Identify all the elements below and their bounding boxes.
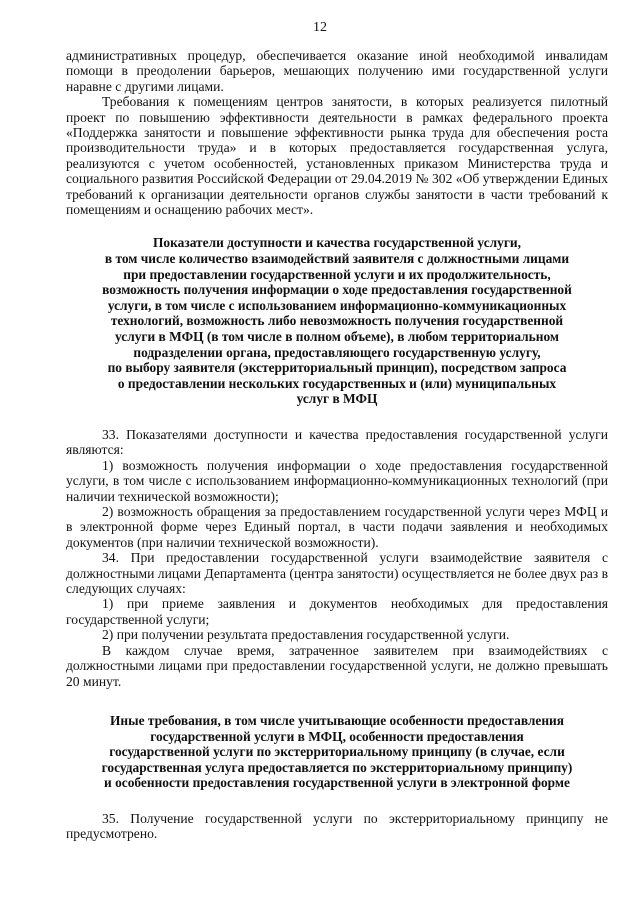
paragraph-34-item-1: 1) при приеме заявления и документов необходимых для предоставления государственной услуги; xyxy=(66,596,608,627)
heading-line: и особенности предоставления государственной услуги в электронной форме xyxy=(104,775,570,791)
heading-line: услуги в МФЦ (в том числе в полном объеме), в любом территориальном xyxy=(114,329,560,345)
paragraph-35: 35. Получение государственной услуги по экстерриториальному принципу не предусмотрено. xyxy=(66,810,608,842)
heading-line: услуг в МФЦ xyxy=(296,391,378,407)
heading-line: технологий, возможность либо невозможность получения государственной xyxy=(110,313,564,329)
heading-line: возможность получения информации о ходе предоставления государственной xyxy=(102,282,572,298)
section-heading-accessibility-indicators xyxy=(66,235,608,407)
paragraph-34-time-limit: В каждом случае время, затраченное заявителем при взаимодействиях с должностными лицами при предоставлении государственной услуги, не должно превышать 20 минут. xyxy=(66,642,608,689)
paragraph-accessibility-continuation: административных процедур, обеспечивается оказание иной необходимой инвалидам помощи в преодолении барьеров, мешающих получению ими государственной услуги наравне с другими лицами. xyxy=(66,48,608,94)
heading-line: при предоставлении государственной услуги и их продолжительность, xyxy=(123,266,551,282)
heading-line: подразделении органа, предоставляющего государственную услугу, xyxy=(133,344,541,360)
heading-line: государственной услуги в МФЦ, особенности предоставления xyxy=(150,728,524,744)
heading-line: в том числе количество взаимодействий заявителя с должностными лицами xyxy=(104,251,570,267)
heading-line: о предоставлении нескольких государственных и (или) муниципальных xyxy=(117,375,557,391)
heading-line: услуги, в том числе с использованием информационно-коммуникационных xyxy=(107,297,567,313)
paragraph-employment-center-requirements: Требования к помещениям центров занятости, в которых реализуется пилотный проект по повышению эффективности деятельности в рамках федерального проекта «Поддержка занятости и повышение эффективности рынка труда для обеспечения роста производительности труда» и в которых предоставляется государственная услуга, реализуются с учетом особенностей, установленных приказом Министерства труда и социального развития Российской Федерации от 29.04.2019 № 302 «Об утверждении Единых требований к организации деятельности органов службы занятости в части требований к помещениям и оснащению рабочих мест». xyxy=(66,94,608,218)
heading-line: государственной услуги по экстерриториальному принципу (в случае, если xyxy=(109,744,565,760)
paragraph-33-item-1: 1) возможность получения информации о ходе предоставления государственной услуги, в том числе с использованием информационно-коммуникационных технологий (при наличии технической возможности); xyxy=(66,457,608,504)
page-number: 12 xyxy=(313,20,327,35)
paragraph-34-item-2: 2) при получении результата предоставления государственной услуги. xyxy=(102,627,510,643)
heading-line: по выбору заявителя (экстерриториальный принцип), посредством запроса xyxy=(107,360,567,376)
section-heading-other-requirements xyxy=(66,713,608,791)
heading-line: Иные требования, в том числе учитывающие особенности предоставления xyxy=(109,712,565,728)
paragraph-34: 34. При предоставлении государственной услуги взаимодействие заявителя с должностными лицами Департамента (центра занятости) осуществляется не более двух раз в следующих случаях: xyxy=(66,550,608,597)
page-content xyxy=(66,48,608,842)
heading-line: Показатели доступности и качества государственной услуги, xyxy=(153,235,521,251)
paragraph-33-item-2: 2) возможность обращения за предоставлением государственной услуги через МФЦ и в электронной форме через Единый портал, в части подачи заявления и необходимых документов (при наличии технической возможности). xyxy=(66,504,608,550)
paragraph-33: 33. Показателями доступности и качества предоставления государственной услуги являются: xyxy=(66,427,608,458)
heading-line: государственная услуга предоставляется по экстерриториальному принципу) xyxy=(101,759,573,775)
